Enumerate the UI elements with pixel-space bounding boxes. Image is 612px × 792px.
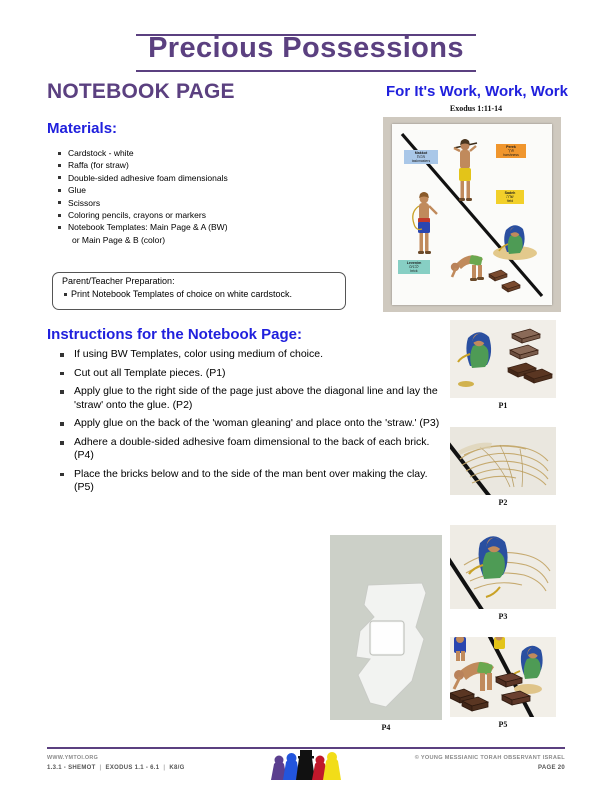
caption-p1: P1 xyxy=(498,401,508,410)
preparation-item xyxy=(64,289,292,299)
label-perek xyxy=(496,144,526,158)
taskmaster-figure xyxy=(448,136,482,206)
label-makkot-english: Makkot xyxy=(414,151,428,155)
materials-item-text: Coloring pencils, crayons or markers xyxy=(68,210,206,221)
bullet-square-icon xyxy=(60,441,64,445)
step-photo-p1 xyxy=(450,320,556,398)
bullet-square-icon xyxy=(58,226,61,229)
caption-p2: P2 xyxy=(498,498,508,507)
page-title: Precious Possessions xyxy=(148,32,464,64)
p1-artwork xyxy=(450,320,556,398)
bullet-square-icon xyxy=(60,390,64,394)
label-levenim-meaning: brick xyxy=(410,269,418,273)
instructions-item-text: Adhere a double-sided adhesive foam dimensional to the back of each brick. (P4) xyxy=(74,436,430,462)
ymtoi-logo-icon xyxy=(268,750,346,784)
instructions-list xyxy=(58,348,450,500)
label-makkot-hebrew: מכות xyxy=(416,155,426,159)
p5-artwork xyxy=(450,637,556,717)
p3-artwork xyxy=(450,525,556,609)
instructions-heading: Instructions for the Notebook Page: xyxy=(47,326,303,343)
step-photo-p5 xyxy=(450,637,556,717)
materials-item xyxy=(58,209,358,221)
instructions-item-text: If using BW Templates, color using medium of choice. xyxy=(74,348,324,360)
materials-item-text: Raffa (for straw) xyxy=(68,160,129,171)
label-levenim-hebrew: לבנים xyxy=(409,265,419,269)
label-levenim-english: Levenim xyxy=(406,261,422,265)
footer-website-url[interactable]: WWW.YMTOI.ORG xyxy=(47,755,99,761)
footer-separator: | xyxy=(163,765,166,771)
materials-item-text: Scissors xyxy=(68,197,101,208)
p2-artwork xyxy=(450,427,556,495)
instructions-item xyxy=(58,367,450,380)
lesson-subtitle: For It's Work, Work, Work xyxy=(386,83,568,100)
label-perek-hebrew: פרך xyxy=(507,149,515,153)
bullet-square-icon xyxy=(60,473,64,477)
bullet-square-icon xyxy=(58,189,61,192)
label-makkot xyxy=(404,150,438,164)
footer-page-number: PAGE 20 xyxy=(538,765,565,771)
instructions-item xyxy=(58,436,450,462)
scripture-reference: Exodus 1:11-14 xyxy=(449,104,503,113)
materials-heading: Materials: xyxy=(47,120,118,137)
instructions-item-text: Apply glue on the back of the 'woman gleaning' and place onto the 'straw.' (P3) xyxy=(74,417,440,430)
caption-p5: P5 xyxy=(498,720,508,729)
preparation-item-text: Print Notebook Templates of choice on white cardstock. xyxy=(71,289,292,299)
bullet-square-icon xyxy=(58,201,61,204)
header-rule-bottom xyxy=(136,70,476,72)
bullet-square-icon xyxy=(58,152,61,155)
label-sadeh xyxy=(496,190,524,204)
footer-ref-part: K8/G xyxy=(169,765,185,771)
label-makkot-meaning: taskmasters xyxy=(411,159,431,163)
instructions-item xyxy=(58,468,450,494)
caption-p4: P4 xyxy=(381,723,391,732)
materials-item: or Main Page & B (color) xyxy=(72,234,166,245)
instructions-item xyxy=(58,417,450,430)
materials-item xyxy=(58,197,358,209)
materials-item-text: Double-sided adhesive foam dimensionals xyxy=(68,172,228,183)
bullet-square-icon xyxy=(58,164,61,167)
notebook-sheet xyxy=(392,124,552,305)
bullet-square-icon xyxy=(64,293,67,296)
instructions-item-text: Apply glue to the right side of the page just above the diagonal line and lay the 'straw' onto the glue. (P2) xyxy=(74,385,438,411)
instructions-item-text: Cut out all Template pieces. (P1) xyxy=(74,366,226,379)
bullet-square-icon xyxy=(60,353,64,357)
caption-p3: P3 xyxy=(498,612,508,621)
instructions-item xyxy=(58,348,450,361)
bricks-group-icon xyxy=(488,264,528,296)
completed-notebook-page-photo xyxy=(383,117,561,312)
bullet-square-icon xyxy=(60,372,64,376)
step-photo-p4 xyxy=(330,535,442,720)
instructions-item xyxy=(58,385,450,411)
label-sadeh-english: Sadeh xyxy=(504,191,516,195)
label-sadeh-hebrew: שדה xyxy=(506,195,514,199)
woman-gleaning-figure xyxy=(492,220,538,262)
footer-copyright: © YOUNG MESSIANIC TORAH OBSERVANT ISRAEL xyxy=(414,755,565,761)
materials-item-text: Cardstock - white xyxy=(68,148,134,158)
footer-separator: | xyxy=(99,765,102,771)
materials-item xyxy=(58,172,358,184)
step-photo-p2 xyxy=(450,427,556,495)
man-making-clay-figure xyxy=(448,246,490,284)
materials-item xyxy=(58,147,358,159)
footer-rule xyxy=(47,747,565,749)
preparation-title: Parent/Teacher Preparation: xyxy=(62,276,175,286)
p4-artwork xyxy=(330,535,442,720)
materials-item xyxy=(58,221,358,233)
materials-item xyxy=(58,184,358,196)
step-photo-p3 xyxy=(450,525,556,609)
overseer-figure xyxy=(406,190,442,262)
bullet-square-icon xyxy=(60,422,64,426)
footer-ref-part: 1.3.1 - SHEMOT xyxy=(47,765,96,771)
bullet-square-icon xyxy=(58,176,61,179)
label-levenim xyxy=(398,260,430,274)
bullet-square-icon xyxy=(58,214,61,217)
materials-item-text: Glue xyxy=(68,185,86,196)
footer-lesson-reference xyxy=(47,765,185,771)
instructions-item-text: Place the bricks below and to the side of the man bent over making the clay. (P5) xyxy=(74,467,428,494)
notebook-page-heading: NOTEBOOK PAGE xyxy=(47,80,235,103)
materials-item-text: Notebook Templates: Main Page & A (BW) xyxy=(68,222,228,233)
materials-item xyxy=(58,159,358,171)
materials-list xyxy=(58,147,358,246)
label-perek-english: Perek xyxy=(506,145,516,149)
label-perek-meaning: harshness xyxy=(503,153,519,157)
footer-ref-part: EXODUS 1.1 - 6.1 xyxy=(105,765,160,771)
label-sadeh-meaning: field xyxy=(506,199,514,203)
